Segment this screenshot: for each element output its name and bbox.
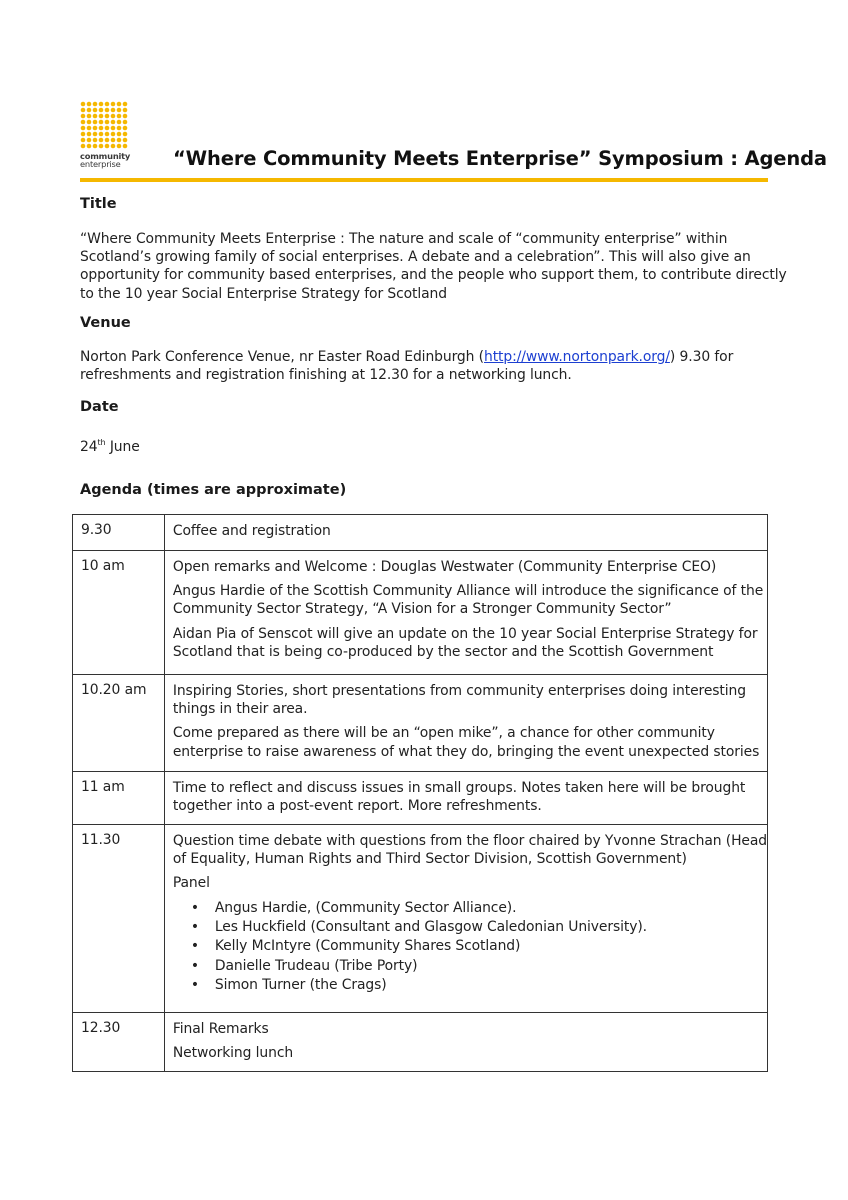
agenda-content [164, 515, 767, 551]
logo-dot [117, 108, 122, 113]
venue-website-link[interactable]: http://www.nortonpark.org/ [484, 349, 670, 365]
logo-dot [87, 102, 92, 107]
title-line: Scotland’s growing family of social enterprises. A debate and a celebration”. This will also give an [80, 249, 751, 266]
logo-wordmark-line2: enterprise [80, 159, 121, 169]
logo-dot [93, 132, 98, 137]
agenda-content [164, 825, 767, 1013]
agenda-text: of Equality, Human Rights and Third Sector Division, Scottish Government) [172, 851, 687, 868]
agenda-content [164, 551, 767, 675]
logo-dot [81, 102, 86, 107]
agenda-time: 11.30 [73, 825, 165, 1013]
logo-dot [123, 126, 128, 131]
logo-dot [87, 138, 92, 143]
agenda-text: Final Remarks [172, 1021, 269, 1037]
venue-text-after: ) 9.30 for [669, 349, 734, 365]
list-item [190, 976, 767, 995]
venue-line [80, 348, 770, 366]
panelist-name: Danielle Trudeau (Tribe Porty) [214, 957, 418, 974]
panelist-name: Les Huckfield (Consultant and Glasgow Caledonian University). [214, 919, 647, 936]
bullet-icon: • [190, 977, 199, 994]
agenda-time: 10.20 am [73, 675, 165, 772]
logo-dot [123, 102, 128, 107]
list-item [190, 899, 767, 918]
agenda-text: enterprise to raise awareness of what they do, bringing the event unexpected stories [172, 743, 760, 760]
agenda-time: 12.30 [73, 1013, 165, 1072]
logo-dot [99, 132, 104, 137]
logo-dot [81, 114, 86, 119]
logo-dot [111, 120, 116, 125]
agenda-content [164, 772, 767, 825]
agenda-time: 10 am [73, 551, 165, 675]
logo-dot [93, 138, 98, 143]
logo-dot [81, 138, 86, 143]
agenda-text: Panel [172, 875, 210, 892]
logo-dot [123, 120, 128, 125]
agenda-row [73, 772, 768, 825]
bullet-icon: • [190, 957, 199, 974]
logo-dot [117, 114, 122, 119]
logo-dot [105, 138, 110, 143]
logo-dot [93, 114, 98, 119]
title-line: “Where Community Meets Enterprise : The nature and scale of “community enterprise” within [80, 231, 728, 247]
logo-dot [87, 126, 92, 131]
community-enterprise-logo [80, 101, 130, 171]
agenda-heading: Agenda (times are approximate) [80, 482, 347, 498]
date-heading: Date [80, 399, 119, 415]
logo-dot [87, 120, 92, 125]
logo-dot [87, 108, 92, 113]
logo-dot [99, 126, 104, 131]
date-suffix: th [97, 438, 106, 447]
bullet-icon: • [190, 919, 199, 936]
logo-dot [117, 132, 122, 137]
logo-dot [99, 102, 104, 107]
agenda-text: things in their area. [172, 701, 308, 718]
agenda-text: Question time debate with questions from the floor chaired by Yvonne Strachan (Head [172, 833, 767, 849]
logo-dot [123, 114, 128, 119]
title-paragraph [80, 230, 787, 303]
logo-dot [117, 102, 122, 107]
logo-dot [123, 144, 128, 149]
logo-dot [93, 102, 98, 107]
list-item [190, 957, 767, 976]
logo-dot [123, 108, 128, 113]
agenda-time: 9.30 [73, 515, 165, 551]
page-title: “Where Community Meets Enterprise” Symposium : Agenda [173, 147, 827, 170]
logo-dot [111, 144, 116, 149]
agenda-row [73, 1013, 768, 1072]
date-month: June [105, 439, 140, 455]
logo-dot [99, 144, 104, 149]
logo-dot [87, 144, 92, 149]
logo-dot [117, 126, 122, 131]
venue-text-before: Norton Park Conference Venue, nr Easter Road Edinburgh ( [80, 349, 484, 365]
logo-dot [111, 108, 116, 113]
logo-dot [81, 132, 86, 137]
logo-dot [87, 114, 92, 119]
agenda-text: Open remarks and Welcome : Douglas Westwater (Community Enterprise CEO) [172, 559, 717, 575]
logo-dot [105, 102, 110, 107]
list-item [190, 918, 767, 937]
agenda-row [73, 515, 768, 551]
venue-heading: Venue [80, 315, 131, 331]
title-heading: Title [80, 196, 117, 212]
logo-dot [99, 120, 104, 125]
agenda-row [73, 675, 768, 772]
date-day: 24 [80, 439, 98, 455]
logo-dot [105, 114, 110, 119]
logo-dot [117, 138, 122, 143]
logo-dot [93, 144, 98, 149]
logo-dot [117, 120, 122, 125]
panel-list [173, 899, 767, 996]
agenda-content [164, 1013, 767, 1072]
logo-dot [99, 138, 104, 143]
agenda-text: Scotland that is being co-produced by the sector and the Scottish Government [172, 643, 714, 660]
logo-wordmark-line1: community [80, 151, 131, 161]
logo-dot [111, 132, 116, 137]
panelist-name: Simon Turner (the Crags) [214, 977, 387, 994]
list-item [190, 937, 767, 956]
venue-line: refreshments and registration finishing at 12.30 for a networking lunch. [80, 367, 572, 384]
logo-dot [111, 114, 116, 119]
agenda-text: Come prepared as there will be an “open mike”, a chance for other community [172, 725, 715, 742]
logo-dot [123, 138, 128, 143]
agenda-row [73, 825, 768, 1013]
logo-dot [93, 126, 98, 131]
logo-dot [93, 120, 98, 125]
panelist-name: Angus Hardie, (Community Sector Alliance). [214, 899, 517, 916]
logo-dot [105, 132, 110, 137]
date-value [80, 438, 770, 456]
logo-dot [111, 138, 116, 143]
logo-dot [105, 144, 110, 149]
logo-dot [81, 108, 86, 113]
logo-dot [105, 108, 110, 113]
logo-dot [99, 114, 104, 119]
title-line: to the 10 year Social Enterprise Strategy for Scotland [80, 285, 447, 302]
agenda-text: together into a post-event report. More refreshments. [172, 798, 542, 815]
header-rule [80, 178, 768, 182]
logo-dot [123, 132, 128, 137]
bullet-icon: • [190, 899, 199, 916]
logo-dot [81, 144, 86, 149]
logo-dot [99, 108, 104, 113]
agenda-text: Time to reflect and discuss issues in small groups. Notes taken here will be brought [172, 780, 746, 796]
agenda-text: Aidan Pia of Senscot will give an update on the 10 year Social Enterprise Strategy for [172, 625, 758, 642]
agenda-text: Networking lunch [172, 1045, 294, 1062]
venue-paragraph [80, 348, 770, 384]
title-line: opportunity for community based enterprises, and the people who support them, to contribute directly [80, 267, 787, 284]
logo-dot [105, 120, 110, 125]
logo-dot [93, 108, 98, 113]
bullet-icon: • [190, 938, 199, 955]
logo-dot [105, 126, 110, 131]
logo-dot [81, 126, 86, 131]
agenda-content [164, 675, 767, 772]
agenda-text: Coffee and registration [172, 523, 331, 539]
logo-dot [81, 120, 86, 125]
agenda-table [72, 514, 768, 1072]
panelist-name: Kelly McIntyre (Community Shares Scotland) [214, 938, 521, 955]
agenda-text: Inspiring Stories, short presentations from community enterprises doing interesting [172, 683, 746, 699]
logo-dot [117, 144, 122, 149]
logo-dot [87, 132, 92, 137]
agenda-row [73, 551, 768, 675]
agenda-time: 11 am [73, 772, 165, 825]
agenda-text: Angus Hardie of the Scottish Community Alliance will introduce the significance of the [172, 583, 764, 600]
logo-dot [111, 126, 116, 131]
logo-dot [111, 102, 116, 107]
agenda-text: Community Sector Strategy, “A Vision for a Stronger Community Sector” [172, 601, 672, 618]
logo-dot-grid-icon [80, 101, 128, 149]
